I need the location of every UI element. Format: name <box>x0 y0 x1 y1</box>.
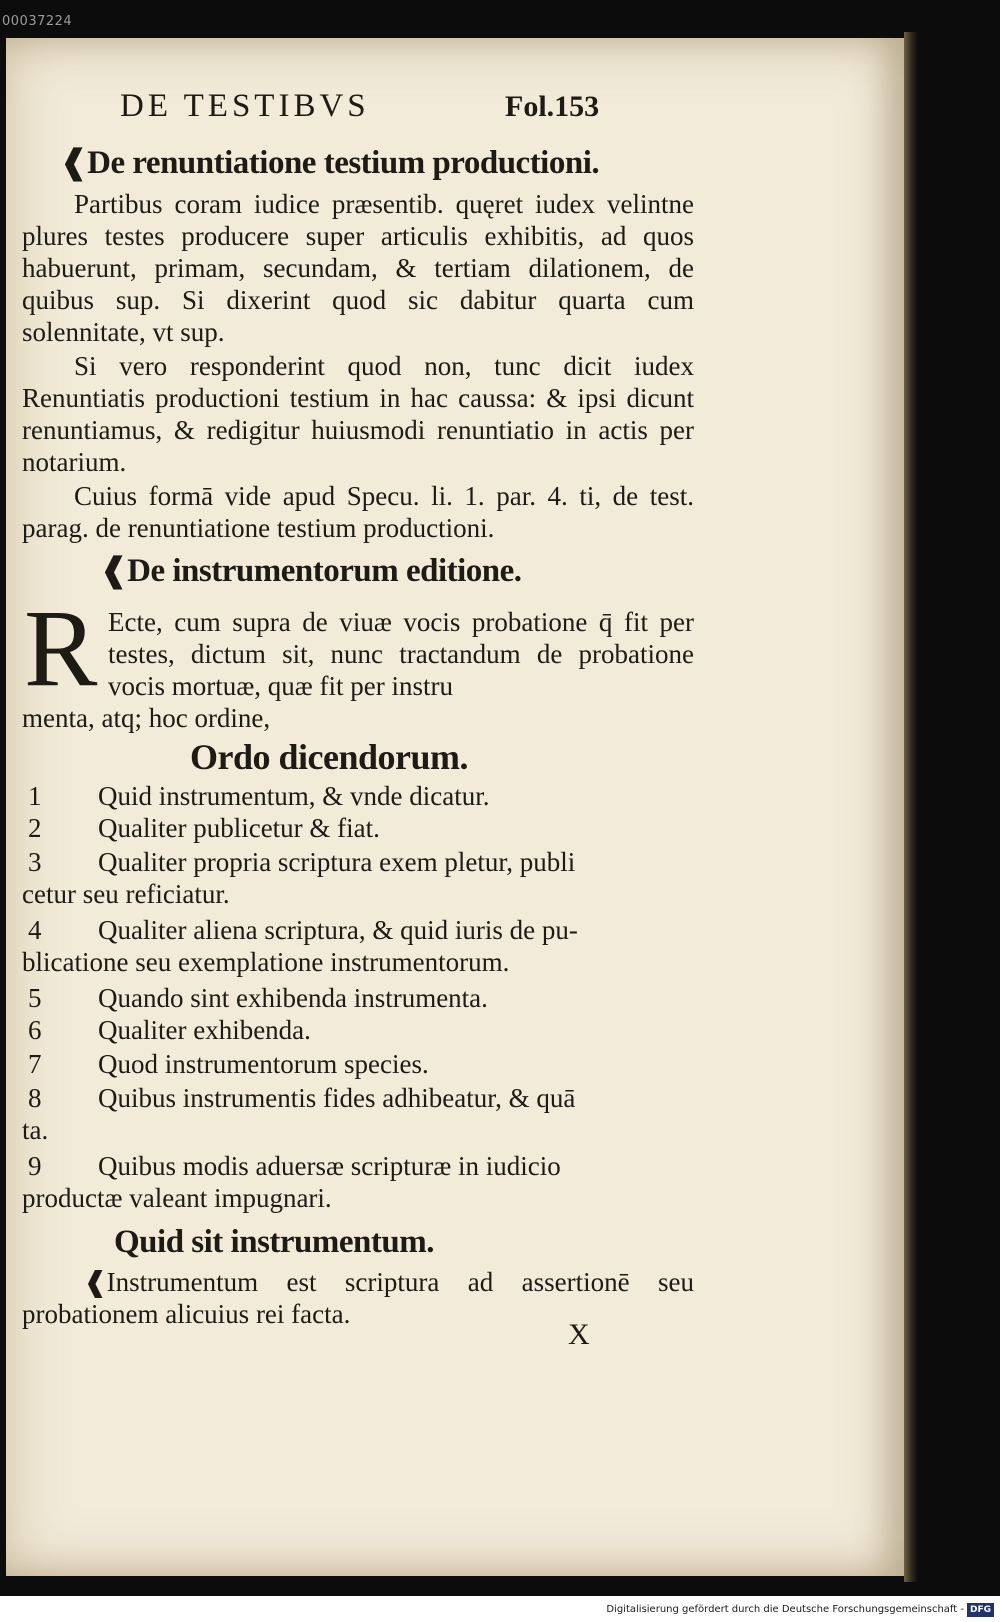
list-item <box>22 812 694 844</box>
heading-text: De instrumentorum editione. <box>127 553 522 589</box>
paragraph-1: Partibus coram iudice præsentib. quęret iudex velintne plures testes producere super articulis exhibitis, ad quos habuerunt, primam, secundam, & tertiam dilationem, de quibus sup. Si dixerint quod sic dabitur quarta cum solennitate, vt sup. <box>22 189 694 347</box>
pilcrow-icon: ❰ <box>60 145 88 181</box>
list-text: Qualiter propria scriptura exem pletur, publi <box>98 847 576 877</box>
list-number: 7 <box>28 1049 42 1079</box>
list-item <box>22 846 694 910</box>
list-number: 4 <box>28 915 42 945</box>
drop-cap-letter: R <box>24 587 98 709</box>
definition-paragraph <box>22 1266 694 1330</box>
section-heading-renuntiatione <box>60 142 599 182</box>
running-head-title: DE TESTIBVS <box>120 88 370 124</box>
list-number: 5 <box>28 983 42 1013</box>
drop-cap-paragraph: Ecte, cum supra de viuæ vocis probatione q̄ fit per testes, dictum sit, nunc tractandum de probatione vocis mortuæ, quæ fit per instru <box>108 607 694 701</box>
list-text: Qualiter aliena scriptura, & quid iuris de pu- <box>98 915 578 945</box>
folio-number: Fol.153 <box>505 90 600 123</box>
list-item <box>22 1014 694 1046</box>
footer-credit: Digitalisierung gefördert durch die Deutsche Forschungsgemeinschaft - <box>606 1604 964 1615</box>
section-heading-quid-sit: Quid sit instrumentum. <box>114 1224 434 1260</box>
list-item <box>22 982 694 1014</box>
list-item <box>22 1150 694 1214</box>
ordo-heading: Ordo dicendorum. <box>190 737 469 777</box>
list-text-continued: ta. <box>22 1115 49 1145</box>
list-text: Quando sint exhibenda instrumenta. <box>98 983 488 1013</box>
scan-id-label: 00037224 <box>2 14 73 29</box>
pilcrow-icon: ❰ <box>84 1267 107 1297</box>
list-text: Quod instrumentorum species. <box>98 1049 429 1079</box>
definition-text: Instrumentum est scriptura ad assertionē seu probationem alicuius rei facta. <box>22 1267 694 1329</box>
list-text: Qualiter exhibenda. <box>98 1015 311 1045</box>
list-number: 2 <box>28 813 42 843</box>
list-item <box>22 1082 694 1146</box>
paragraph-2: Si vero responderint quod non, tunc dicit iudex Renuntiatis productioni testium in hac caussa: & ipsi dicunt renuntiamus, & redigitur huiusmodi renuntiatio in actis per notarium. <box>22 351 694 477</box>
list-item <box>22 914 694 978</box>
list-number: 3 <box>28 847 42 877</box>
section-heading-instrumentorum <box>100 550 522 590</box>
list-number: 1 <box>28 781 42 811</box>
list-number: 9 <box>28 1151 42 1181</box>
dfg-logo: DFG <box>967 1603 994 1617</box>
list-item <box>22 1048 694 1080</box>
page-edge-shadow <box>904 32 918 1582</box>
list-text: Qualiter publicetur & fiat. <box>98 813 380 843</box>
list-text-continued: blicatione seu exemplatione instrumentorum. <box>22 947 510 977</box>
list-number: 6 <box>28 1015 42 1045</box>
list-text: Quid instrumentum, & vnde dicatur. <box>98 781 490 811</box>
list-item <box>22 780 694 812</box>
heading-text: De renuntiatione testium productioni. <box>87 145 600 181</box>
list-text-continued: cetur seu reficiatur. <box>22 879 230 909</box>
list-text-continued: productæ valeant impugnari. <box>22 1183 332 1213</box>
paragraph-3: Cuius formā vide apud Specu. li. 1. par. 4. ti, de test. parag. de renuntiatione testium productioni. <box>22 481 694 543</box>
list-text: Quibus instrumentis fides adhibeatur, & quā <box>98 1083 576 1113</box>
pilcrow-icon: ❰ <box>100 553 128 589</box>
signature-mark: X <box>568 1318 590 1351</box>
list-text: Quibus modis aduersæ scripturæ in iudicio <box>98 1151 561 1181</box>
list-number: 8 <box>28 1083 42 1113</box>
drop-cap-paragraph-end: menta, atq; hoc ordine, <box>22 703 271 733</box>
